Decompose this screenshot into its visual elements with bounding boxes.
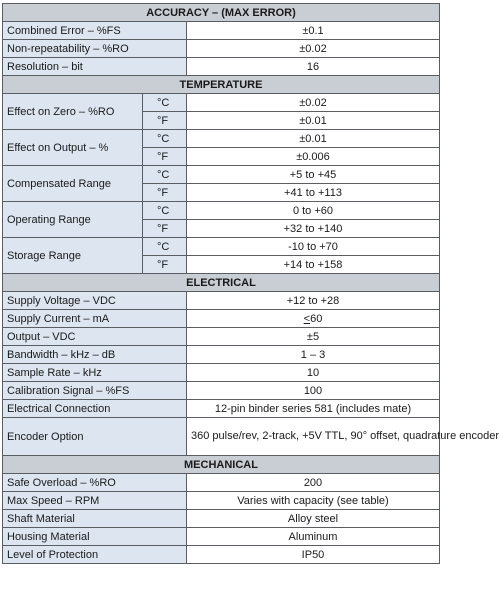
section-header-row [3, 76, 440, 94]
row-value: ±0.02 [187, 94, 440, 112]
row-label: Output – VDC [3, 328, 187, 346]
table-row [3, 238, 440, 256]
row-label: Storage Range [3, 238, 143, 274]
unit-celsius: °C [143, 130, 187, 148]
row-value: 10 [187, 364, 440, 382]
table-row [3, 202, 440, 220]
row-label: Housing Material [3, 528, 187, 546]
row-value: +41 to +113 [187, 184, 440, 202]
row-label: Level of Protection [3, 546, 187, 564]
row-label: Compensated Range [3, 166, 143, 202]
table-row [3, 418, 440, 456]
unit-fahrenheit: °F [143, 112, 187, 130]
temperature-header: TEMPERATURE [3, 76, 440, 94]
row-value: ±0.01 [187, 112, 440, 130]
row-value [187, 310, 440, 328]
row-value: 100 [187, 382, 440, 400]
specification-table [2, 3, 499, 564]
row-value: ±0.006 [187, 148, 440, 166]
table-row [3, 364, 440, 382]
unit-celsius: °C [143, 238, 187, 256]
row-value: Varies with capacity (see table) [187, 492, 440, 510]
row-value: 12-pin binder series 581 (includes mate) [187, 400, 440, 418]
table-row [3, 510, 440, 528]
unit-fahrenheit: °F [143, 184, 187, 202]
row-value: 16 [187, 58, 440, 76]
row-label: Supply Voltage – VDC [3, 292, 187, 310]
row-value-number: 60 [310, 312, 323, 325]
row-value: +32 to +140 [187, 220, 440, 238]
row-label: Max Speed – RPM [3, 492, 187, 510]
table-row [3, 22, 440, 40]
row-value: +12 to +28 [187, 292, 440, 310]
unit-fahrenheit: °F [143, 220, 187, 238]
row-label: Sample Rate – kHz [3, 364, 187, 382]
table-row [3, 400, 440, 418]
row-label: Encoder Option [3, 418, 187, 456]
row-value: ±0.1 [187, 22, 440, 40]
row-label: Electrical Connection [3, 400, 187, 418]
table-row [3, 346, 440, 364]
table-row [3, 94, 440, 112]
accuracy-header: ACCURACY – (MAX ERROR) [3, 4, 440, 22]
unit-celsius: °C [143, 166, 187, 184]
row-value: 360 pulse/rev, 2-track, +5V TTL, 90° offset, quadrature encoder [187, 418, 440, 456]
table-row [3, 492, 440, 510]
table-row [3, 546, 440, 564]
row-value: Alloy steel [187, 510, 440, 528]
table-row [3, 528, 440, 546]
unit-fahrenheit: °F [143, 148, 187, 166]
table-row [3, 474, 440, 492]
section-header-row [3, 456, 440, 474]
unit-celsius: °C [143, 202, 187, 220]
row-value: ±0.01 [187, 130, 440, 148]
table-row [3, 166, 440, 184]
row-value: IP50 [187, 546, 440, 564]
table-row [3, 292, 440, 310]
row-label: Calibration Signal – %FS [3, 382, 187, 400]
unit-celsius: °C [143, 94, 187, 112]
row-value: +14 to +158 [187, 256, 440, 274]
row-value: Aluminum [187, 528, 440, 546]
row-label: Bandwidth – kHz – dB [3, 346, 187, 364]
less-than-symbol: < [303, 312, 311, 325]
mechanical-header: MECHANICAL [3, 456, 440, 474]
row-value: ±5 [187, 328, 440, 346]
row-label: Safe Overload – %RO [3, 474, 187, 492]
row-value: ±0.02 [187, 40, 440, 58]
table-row [3, 130, 440, 148]
electrical-header: ELECTRICAL [3, 274, 440, 292]
table-row [3, 328, 440, 346]
row-label: Supply Current – mA [3, 310, 187, 328]
row-label: Shaft Material [3, 510, 187, 528]
table-row [3, 58, 440, 76]
row-label: Non-repeatability – %RO [3, 40, 187, 58]
unit-fahrenheit: °F [143, 256, 187, 274]
row-label: Effect on Zero – %RO [3, 94, 143, 130]
table-row [3, 40, 440, 58]
table-row [3, 382, 440, 400]
section-header-row [3, 274, 440, 292]
row-value: -10 to +70 [187, 238, 440, 256]
row-label: Combined Error – %FS [3, 22, 187, 40]
row-value: 1 – 3 [187, 346, 440, 364]
row-value: 200 [187, 474, 440, 492]
row-value: +5 to +45 [187, 166, 440, 184]
table-row [3, 310, 440, 328]
row-value: 0 to +60 [187, 202, 440, 220]
row-label: Resolution – bit [3, 58, 187, 76]
section-header-row [3, 4, 440, 22]
row-label: Effect on Output – % [3, 130, 143, 166]
row-label: Operating Range [3, 202, 143, 238]
